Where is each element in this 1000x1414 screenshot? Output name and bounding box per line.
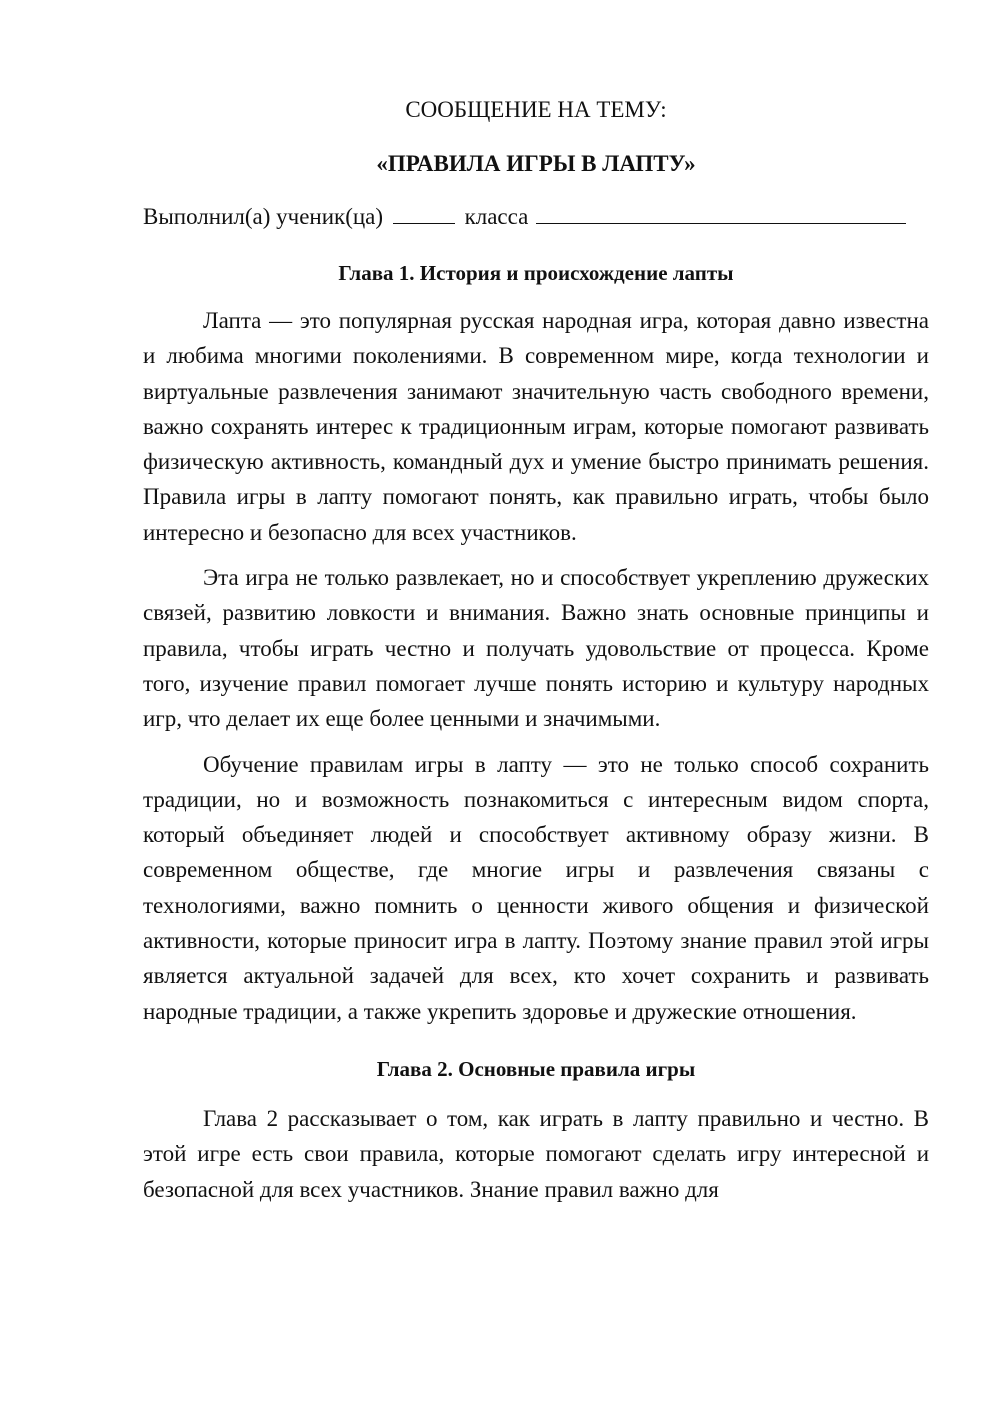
chapter2-heading: Глава 2. Основные правила игры — [376, 1056, 696, 1081]
document-content — [143, 92, 929, 1217]
chapter1-paragraph: Лапта — это популярная русская народная игра, которая давно известна и любима многими поколениями. В современном мире, когда технологии и виртуальные развлечения занимают значительную часть свободного времени, важно сохранять интерес к традиционным играм, которые помогают развивать физическую активность, командный дух и умение быстро принимать решения. Правила игры в лапту помогают понять, как правильно играть, чтобы было интересно и безопасно для всех участников. — [143, 308, 929, 545]
name-blank — [536, 201, 906, 224]
author-line — [143, 199, 929, 235]
chapter1-paragraph: Эта игра не только развлекает, но и способствует укреплению дружеских связей, развитию ловкости и внимания. Важно знать основные принципы и правила, чтобы играть честно и получать удовольствие от процесса. Кроме того, изучение правил помогает лучше понять историю и культуру народных игр, что делает их еще более ценными и значимыми. — [143, 565, 929, 732]
grade-blank — [393, 201, 455, 224]
document-title-line2: «ПРАВИЛА ИГРЫ В ЛАПТУ» — [376, 151, 696, 176]
chapter1-paragraph: Обучение правилам игры в лапту — это не только способ сохранить традиции, но и возможность познакомиться с интересным видом спорта, который объединяет людей и способствует активному образу жизни. В современном обществе, где многие игры и развлечения связаны с технологиями, важно помнить о ценности живого общения и физической активности, которые приносит игра в лапту. Поэтому знание правил этой игры является актуальной задачей для всех, кто хочет сохранить и развивать народные традиции, а также укрепить здоровье и дружеские отношения. — [143, 751, 929, 1024]
chapter1-heading: Глава 1. История и происхождение лапты — [338, 261, 734, 285]
class-label: класса — [464, 204, 529, 229]
author-prefix: Выполнил(а) ученик(ца) — [143, 204, 384, 229]
chapter2-paragraph: Глава 2 рассказывает о том, как играть в лапту правильно и честно. В этой игре есть свои правила, которые помогают сделать игру интересной и безопасной для всех участников. Знание правил важно для — [143, 1105, 929, 1202]
document-title-line1: СООБЩЕНИЕ НА ТЕМУ: — [405, 97, 667, 122]
